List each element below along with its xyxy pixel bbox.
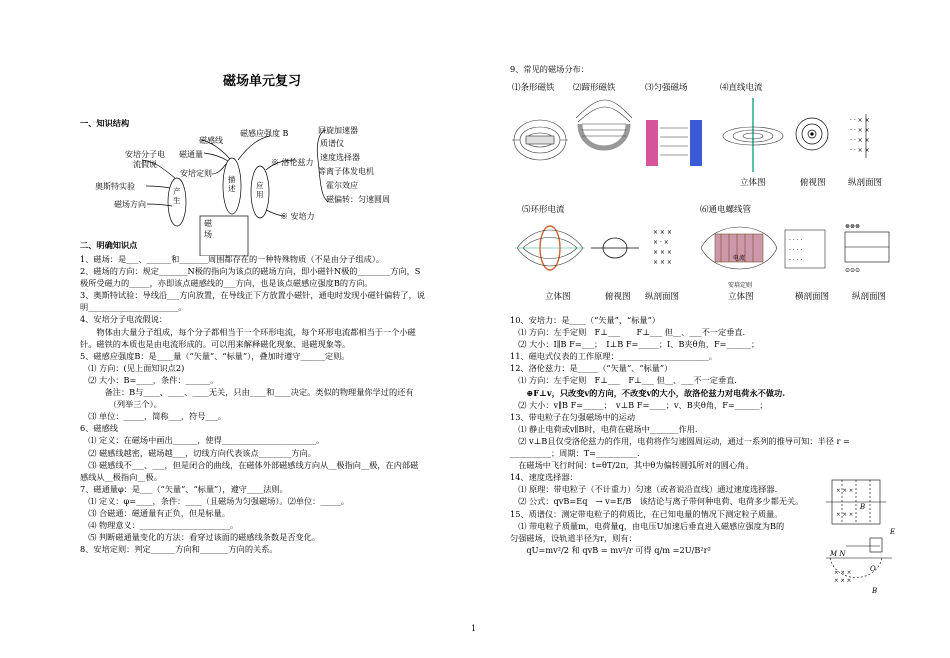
svg-text:· · · ·: · · · · (789, 257, 803, 264)
fig-label-ring-current: ⑸环形电流 (522, 205, 565, 215)
fig-label-horseshoe: ⑵蹄形磁铁 (573, 83, 616, 93)
diagram-label-b2: B (872, 587, 878, 595)
mind-app-hall: 霍尔效应 (326, 181, 358, 190)
fig-label-bar-magnet: ⑴条形磁铁 (512, 83, 555, 93)
mind-left-oersted: 奥斯特实验 (95, 182, 135, 191)
mind-center-field: 磁场 (204, 219, 212, 239)
mind-ampere-force: ※ 安培力 (280, 212, 315, 221)
svg-text:× × ×: × × × (834, 570, 852, 576)
left-line: ⑵ 磁感线越密，磁场越___，切线方向代表该点________方向。 (80, 447, 316, 458)
mind-left-field-direction: 磁场方向 (114, 200, 146, 209)
left-line: ⑷ 物理意义：______________________。 (80, 520, 239, 531)
diagram-label-b1: B (860, 503, 866, 511)
mind-app-velocity-selector: 速度选择器 (320, 153, 360, 162)
left-line: ⑵ 大小：B=____，条件：______。 (80, 374, 219, 385)
uniform-field-figure (646, 120, 702, 166)
right-line: 匀强磁场，设轨道半径为r，则有： (510, 532, 637, 543)
left-line: 3、奥斯特试验：导线沿___方向放置，在导线正下方放置小磁针，通电时发现小磁针偏转了，说 (80, 290, 425, 301)
left-line: 备注：B与____、____、____无关，只由____和____决定。类似的物理量你学过的还有 (80, 387, 414, 398)
field-figures-mid (515, 214, 905, 284)
right-line: ⑴ 原理：带电粒子（不计重力）匀速（或者说沿直线）通过速度选择器. (510, 484, 778, 495)
right-line: ⑴ 方向：左手定则 F⊥___ F⊥___ 但__、___不一定垂直. (510, 375, 737, 386)
bar-magnet-figure (512, 120, 568, 160)
left-line: ⑶ 合磁通：磁通量有正负，但是标量。 (80, 507, 230, 518)
svg-text:· · × ×: · · × × (850, 147, 870, 154)
fig-cap-ring-section: 纵剖面图 (645, 292, 680, 302)
diagram-label-e: E (890, 528, 896, 536)
svg-text:· · × ×: · · × × (850, 127, 870, 134)
mind-app-mhd-generator: 等离子体发电机 (318, 167, 374, 176)
solenoid-long-section (845, 223, 889, 274)
straight-current-figure (723, 98, 783, 172)
fig-cap-section: 纵剖面图 (848, 178, 883, 188)
mind-desc-flux: 磁通量 (179, 150, 203, 159)
left-line: 针。磁铁的本质也是由电流形成的。可以用来解释磁化现象、退磁现象等。 (80, 338, 351, 349)
svg-text:· · × ×: · · × × (850, 117, 870, 124)
right-line: ⑵ v⊥B且仅受洛伦兹力的作用，电荷将作匀速圆周运动，通过一系列的推导可知：半径 r = (510, 435, 850, 446)
right-line: ⊕F⊥v，只改变v的方向，不改变v的大小，故洛伦兹力对电荷永不做功. (510, 387, 786, 398)
left-line: ⑸ 判断磁通量变化的方法：看穿过该面的磁感线条数是否变化。 (80, 532, 321, 543)
right-line: ⑵ 大小：I∥B F=___； I⊥B F=_____；I、B夹θ角，F=______； (510, 339, 760, 350)
ring-current-top (591, 238, 639, 258)
straight-current-section (850, 114, 870, 158)
right-line: ⑴ 静止电荷或v∥B时，电荷在磁场中_______作用. (510, 423, 698, 434)
fig-label-straight-current: ⑷直线电流 (720, 83, 763, 93)
section-knowledge-structure: 一、知识结构 (80, 118, 130, 128)
mind-lorentz-force: ※ 洛伦兹力 (271, 158, 314, 167)
mind-app-mass-spec: 质谱仪 (320, 139, 344, 148)
right-line: 11、磁电式仪表的工作原理：______________________。 (510, 351, 717, 362)
left-line: ⑴ 定义：在磁场中画出______，使得_______________________。 (80, 435, 325, 446)
ring-current-section (653, 229, 672, 266)
solenoid-inner-rule: 安培定则 (728, 282, 753, 289)
mind-left-ampere-hypothesis: 安培分子电流假说 (125, 150, 165, 169)
mind-app-deflection: 磁偏转：匀速圆周 (326, 195, 390, 204)
right-line: 12、洛伦兹力：是_____（“矢量”、“标量”） (510, 363, 673, 374)
fig-cap-top-view: 俯视图 (800, 178, 826, 188)
solenoid-cross-section (785, 230, 825, 268)
fig-cap-ring-top: 俯视图 (605, 292, 631, 302)
left-line: 5、磁感应强度B：是____量（“矢量”、“标量”），叠加时遵守______定则。 (80, 350, 350, 361)
diagram-label-mn: M N (830, 550, 846, 558)
left-column-text (80, 253, 425, 555)
page-title: 磁场单元复习 (223, 74, 302, 89)
svg-text:⊗⊗⊗: ⊗⊗⊗ (845, 223, 861, 230)
straight-current-top-view (796, 118, 828, 150)
selector-and-spectrometer-diagram (826, 476, 896, 601)
left-line: 1、磁场：是___、______和_______周围都存在的一种特殊物质（不是由分子组成）。 (80, 254, 385, 264)
svg-text:× × ×: × × × (653, 249, 672, 256)
left-line: 明______________________。 (80, 302, 187, 313)
right-line: 14、速度选择器： (510, 472, 578, 483)
left-line: 2、磁场的方向：规定_______N极的指向为该点的磁场方向，即小磁针N极的________方向，S (80, 266, 421, 277)
fig-label-solenoid: ⑹通电螺线管 (700, 205, 752, 215)
left-line: ⑶ 磁感线不___、___，但是闭合的曲线，在磁体外部磁感线方向从__极指向__极，在内部磁 (80, 459, 419, 470)
ring-current-3d (515, 226, 585, 270)
right-line: 15、质谱仪：测定带电粒子的荷质比，在已知电量的情况下测定粒子质量。 (510, 508, 783, 519)
right-line: ⑴ 带电粒子质量m，电荷量q，由电压U加速后垂直进入磁感应强度为B的 (510, 520, 785, 531)
mind-app-cyclotron: 回旋加速器 (318, 126, 358, 135)
mind-vert-produce: 产生 (173, 187, 181, 205)
left-line: 感线从__极指向__极。 (80, 471, 162, 482)
horseshoe-figure (576, 100, 632, 148)
left-line: 极所受磁力的_____，亦即该点磁感线的___方向，也是该点磁感应强度B的方向。 (80, 278, 373, 289)
fig-cap-sol-cross: 横剖面图 (795, 292, 830, 302)
right-line: ⑵ 大小：v∥B F=_____； v⊥B F=____；v、B夹θ角，F=______； (510, 399, 768, 410)
svg-text:× × ×: × × × (834, 578, 852, 584)
field-figures-top (510, 94, 900, 184)
page-number: 1 (471, 624, 477, 633)
left-line: 6、磁感线 (80, 423, 118, 434)
mind-vert-describe: 描述 (228, 175, 236, 193)
diagram-label-o: O (870, 565, 876, 573)
mind-desc-induction-b: 磁感应强度 B (240, 129, 289, 138)
svg-text:· · · ·: · · · · (789, 247, 803, 254)
svg-text:· · × ×: · · × × (850, 137, 870, 144)
right-line: ⑵ 公式：qvB=Eq → v=E/B 该结论与离子带何种电荷、电荷多少都无关。 (510, 496, 804, 507)
solenoid-inner-current: 电流 (733, 255, 746, 262)
fig-cap-sol-long: 纵剖面图 (852, 292, 887, 302)
right-line: ⑴ 方向：左手定则 F⊥___ F⊥___ 但__、___不一定垂直. (510, 327, 746, 338)
right-line: 10、安培力：是____（“矢量”、“标量”） (510, 315, 660, 325)
svg-text:⊙⊙⊙: ⊙⊙⊙ (845, 267, 861, 274)
fig-label-uniform: ⑶匀强磁场 (645, 83, 688, 93)
right-column-text (510, 314, 850, 556)
mind-desc-ampere-rule: 安培定则 (180, 169, 212, 178)
svg-text:× × ×: × × × (836, 488, 854, 494)
svg-text:× × ×: × × × (836, 512, 854, 518)
fig-cap-ring-3d: 立体图 (545, 292, 571, 302)
section-key-points: 二、明确知识点 (80, 240, 138, 250)
left-line: ⑴ 定义：φ=____，条件：____（且磁场为匀强磁场）。⑵单位：_____。 (80, 495, 350, 506)
right-line: 在磁场中飞行时间：t=θT/2π，其中θ为偏转圆弧所对的圆心角。 (510, 460, 754, 471)
left-line: 物体由大量分子组成，每个分子都相当于一个环形电流，每个环形电流都相当于一个小磁 (80, 326, 416, 337)
svg-text:× × ×: × × × (653, 229, 672, 236)
fig-cap-sol-3d: 立体图 (728, 292, 754, 302)
mind-vert-apply: 应用 (256, 181, 264, 199)
left-line: 8、安培定则：判定______方向和_______方向的关系。 (80, 544, 278, 555)
left-line: 7、磁通量φ：是___（“矢量”、“标量”），遵守____法则。 (80, 483, 288, 494)
right-line: 13、带电粒子在匀强磁场中的运动 (510, 411, 636, 422)
svg-text:· · · ·: · · · · (789, 237, 803, 244)
left-line: 4、安培分子电流假说： (80, 314, 168, 325)
left-line: ⑶ 单位：_____，简称___，符号___。 (80, 411, 226, 422)
right-line: __________；周期：T=__________. (510, 448, 640, 459)
svg-text:× · ×: × · × (653, 239, 669, 246)
field-distribution-heading: 9、常见的磁场分布： (510, 64, 589, 74)
fig-cap-3d: 立体图 (740, 178, 766, 188)
knowledge-mind-map (80, 126, 440, 256)
right-line: qU=mv²/2 和 qvB = mv²/r 可得 q/m =2U/B²r² (510, 544, 711, 555)
left-line: （列举三个）。 (80, 399, 162, 410)
svg-text:× × ×: × × × (653, 259, 672, 266)
mind-desc-field-lines: 磁感线 (199, 136, 223, 145)
left-line: ⑴ 方向：(见上面知识点2) (80, 362, 185, 373)
